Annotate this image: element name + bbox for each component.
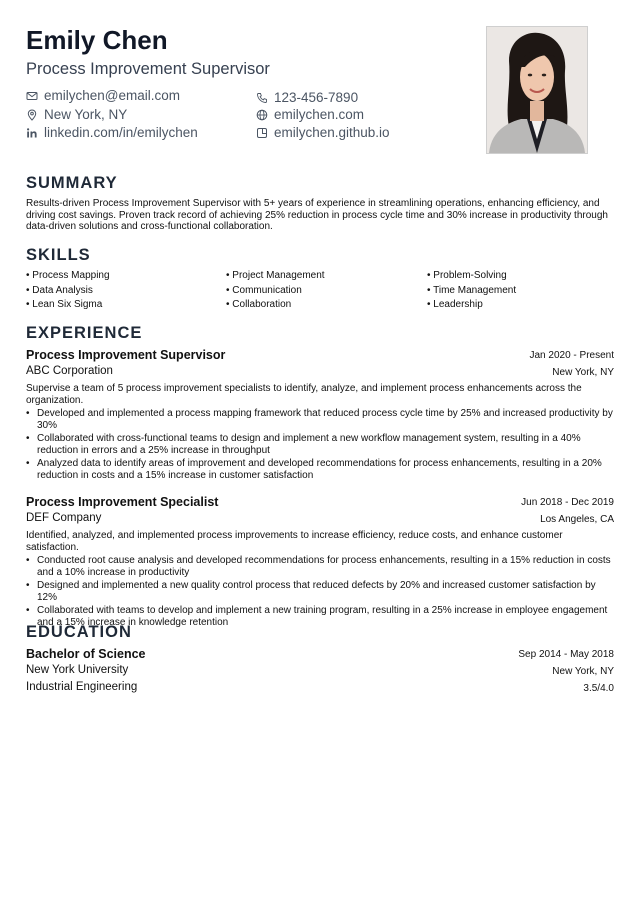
degree-name: Bachelor of Science — [26, 647, 146, 661]
skill-item: • Communication — [226, 285, 302, 296]
job-dates: Jan 2020 - Present — [529, 350, 614, 361]
achievement-item: • Developed and implemented a process mapping framework that reduced process cycle time by 25% and increased productivity by 30% — [26, 408, 614, 431]
contact-github[interactable] — [256, 125, 390, 140]
achievement-item: • Analyzed data to identify areas of improvement and developed recommendations for process enhancements, resulting in a 20% reduction in costs and a 15% increase in customer satisfaction — [26, 458, 614, 481]
email-text: emilychen@email.com — [44, 88, 180, 103]
skill-item: • Project Management — [226, 270, 325, 281]
job-location: New York, NY — [552, 367, 614, 378]
experience-entry — [26, 348, 614, 483]
contact-location — [26, 107, 127, 122]
resume-header — [26, 24, 466, 79]
achievement-item: • Collaborated with cross-functional teams to design and implement a new workflow management system, resulting in a 40% reduction in errors and a 25% increase in throughput — [26, 433, 614, 456]
skill-item: • Leadership — [427, 299, 483, 310]
candidate-name: Emily Chen — [26, 25, 168, 55]
summary-text: Results-driven Process Improvement Supervisor with 5+ years of experience in streamlining operations, enhancing efficiency, and driving cost savings. Proven track record of achieving 25% reduction in process cycle time and 30% increase in productivity through data-driven solutions and cross-functional collaboration. — [26, 198, 608, 232]
mail-icon — [26, 90, 38, 102]
contact-linkedin[interactable] — [26, 125, 198, 140]
skill-item: • Collaboration — [226, 299, 292, 310]
job-title: Process Improvement Specialist — [26, 495, 219, 509]
achievement-item: • Designed and implemented a new quality control process that reduced defects by 20% and increased customer satisfaction by 12% — [26, 580, 614, 603]
education-dates: Sep 2014 - May 2018 — [518, 649, 614, 660]
github-icon — [256, 127, 268, 139]
contact-phone[interactable] — [256, 90, 358, 105]
skills-heading: SKILLS — [26, 246, 91, 264]
website-text: emilychen.com — [274, 107, 365, 122]
github-text: emilychen.github.io — [274, 125, 390, 140]
education-entry — [26, 647, 614, 698]
experience-heading: EXPERIENCE — [26, 324, 143, 342]
skill-item: • Problem-Solving — [427, 270, 507, 281]
achievement-list — [26, 555, 614, 628]
contact-email[interactable] — [26, 88, 180, 103]
job-description: Identified, analyzed, and implemented process improvements to increase efficiency, reduce costs, and enhance customer satisfaction. — [26, 530, 563, 553]
globe-icon — [256, 109, 268, 121]
linkedin-text: linkedin.com/in/emilychen — [44, 125, 198, 140]
summary-heading: SUMMARY — [26, 174, 118, 192]
experience-entry — [26, 495, 614, 630]
field-of-study: Industrial Engineering — [26, 681, 138, 693]
location-text: New York, NY — [44, 107, 128, 122]
skill-item: • Data Analysis — [26, 285, 93, 296]
profile-photo — [486, 26, 588, 154]
company-name: DEF Company — [26, 512, 102, 524]
achievement-item: • Conducted root cause analysis and developed recommendations for process enhancements, resulting in a 15% reduction in costs and a 10% increase in productivity — [26, 555, 614, 578]
map-pin-icon — [26, 109, 38, 121]
phone-icon — [256, 92, 268, 104]
linkedin-icon — [26, 127, 38, 139]
job-dates: Jun 2018 - Dec 2019 — [521, 497, 614, 508]
skill-item: • Lean Six Sigma — [26, 299, 103, 310]
achievement-list — [26, 408, 614, 481]
job-location: Los Angeles, CA — [540, 514, 614, 525]
job-title: Process Improvement Supervisor — [26, 348, 226, 362]
skill-item: • Process Mapping — [26, 270, 110, 281]
contact-website[interactable] — [256, 107, 364, 122]
school-name: New York University — [26, 664, 129, 676]
gpa: 3.5/4.0 — [583, 683, 614, 694]
phone-text: 123-456-7890 — [274, 90, 359, 105]
education-heading: EDUCATION — [26, 623, 132, 641]
company-name: ABC Corporation — [26, 365, 113, 377]
job-description: Supervise a team of 5 process improvement specialists to identify, analyze, and implement process enhancements across the organization. — [26, 383, 582, 406]
skill-item: • Time Management — [427, 285, 517, 296]
school-location: New York, NY — [552, 666, 614, 677]
candidate-title: Process Improvement Supervisor — [26, 60, 270, 78]
achievement-item: • Collaborated with teams to develop and implement a new training program, resulting in a 25% increase in employee engagement and a 15% increase in knowledge retention — [26, 605, 614, 628]
